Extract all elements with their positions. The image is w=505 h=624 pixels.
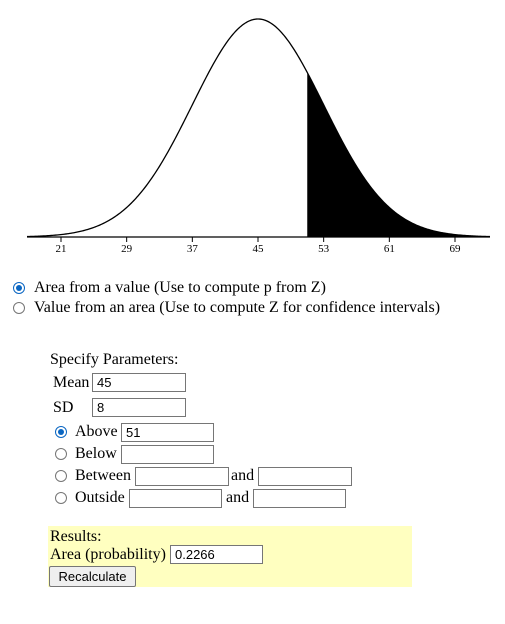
outside-input-2[interactable]: [253, 489, 346, 508]
shaded-area: [307, 72, 490, 237]
mode-option-area-from-value[interactable]: [13, 278, 326, 298]
x-tick-label: 53: [318, 243, 330, 255]
between-input-1[interactable]: [135, 467, 229, 486]
above-option[interactable]: [55, 422, 118, 442]
x-tick-label: 45: [252, 243, 264, 255]
parameters-heading: Specify Parameters:: [50, 351, 179, 368]
x-tick-label: 69: [449, 243, 461, 255]
x-tick-label: 37: [186, 243, 198, 255]
area-probability-output[interactable]: 0.2266: [170, 545, 263, 564]
sd-input[interactable]: 8: [92, 398, 186, 417]
outside-input-1[interactable]: [129, 489, 222, 508]
mode-option-label: Area from a value (Use to compute p from Z): [34, 279, 326, 296]
between-input-2[interactable]: [258, 467, 352, 486]
mean-input[interactable]: 45: [92, 373, 186, 392]
x-tick-label: 29: [121, 243, 133, 255]
above-input[interactable]: 51: [121, 423, 214, 442]
results-heading: Results:: [50, 528, 102, 545]
area-probability-label: Area (probability): [50, 546, 166, 563]
radio-between[interactable]: [55, 470, 67, 482]
radio-outside[interactable]: [55, 492, 67, 504]
between-option[interactable]: [55, 466, 131, 486]
x-axis-ticks: [56, 237, 462, 255]
x-tick-label: 21: [55, 243, 67, 255]
sd-label: SD: [53, 399, 74, 416]
normal-distribution-chart: [0, 0, 505, 260]
radio-area-from-value[interactable]: [13, 282, 25, 294]
x-tick-label: 61: [383, 243, 395, 255]
between-and-label: and: [231, 467, 255, 484]
radio-value-from-area[interactable]: [13, 302, 25, 314]
radio-above[interactable]: [55, 426, 67, 438]
mode-option-label: Value from an area (Use to compute Z for confidence intervals): [34, 299, 441, 316]
mean-label: Mean: [53, 374, 90, 391]
recalculate-button[interactable]: Recalculate: [49, 566, 136, 587]
below-input[interactable]: [121, 445, 214, 464]
outside-label: Outside: [75, 489, 125, 506]
below-option[interactable]: [55, 444, 117, 464]
radio-below[interactable]: [55, 448, 67, 460]
mode-option-value-from-area[interactable]: [13, 298, 440, 318]
outside-and-label: and: [226, 489, 250, 506]
below-label: Below: [75, 445, 117, 462]
between-label: Between: [75, 467, 131, 484]
curve-line: [27, 19, 490, 237]
above-label: Above: [75, 423, 118, 440]
outside-option[interactable]: [55, 488, 125, 508]
